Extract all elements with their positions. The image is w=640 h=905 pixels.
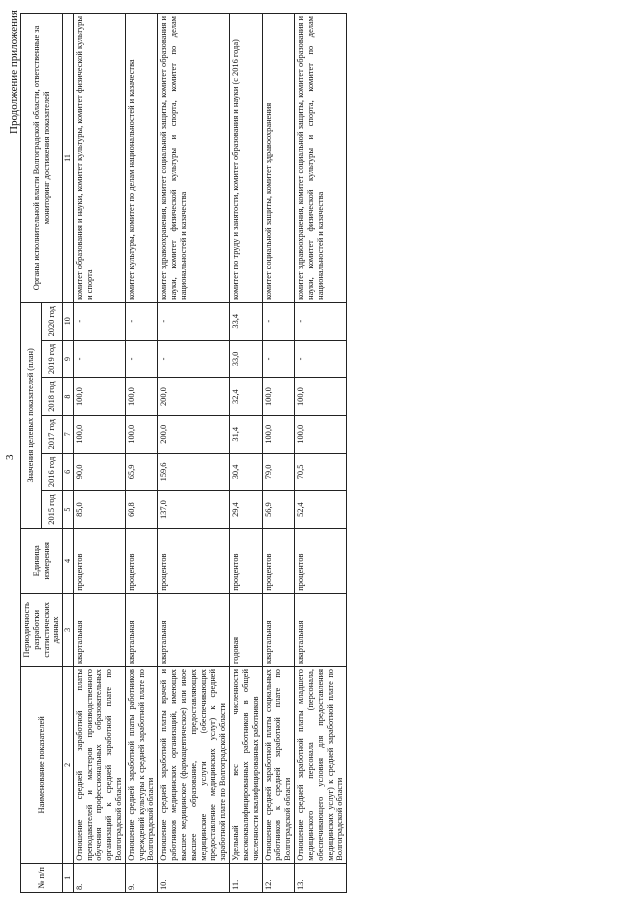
header-year: 2016 год bbox=[42, 453, 63, 491]
indicator-name: Отношение средней заработной платы младшего медицинского персонала (персонала, обеспечивающего условия для предоставления медицинских услуг) к средней заработной плате по Волгоградской области bbox=[295, 667, 347, 864]
value-2017: 200,0 bbox=[158, 415, 230, 453]
indicator-unit: процентов bbox=[230, 528, 262, 593]
column-number: 6 bbox=[63, 453, 73, 491]
column-number: 4 bbox=[63, 528, 73, 593]
header-year: 2019 год bbox=[42, 340, 63, 378]
value-2017: 100,0 bbox=[295, 415, 347, 453]
table-row bbox=[230, 14, 262, 893]
header-name: Наименование показателей bbox=[21, 667, 63, 864]
header-targets: Значения целевых показателей (план) bbox=[21, 302, 42, 528]
value-2016: 90,0 bbox=[73, 453, 125, 491]
value-2020: - bbox=[158, 302, 230, 340]
value-2016: 30,4 bbox=[230, 453, 262, 491]
column-number: 2 bbox=[63, 667, 73, 864]
value-2016: 79,0 bbox=[262, 453, 294, 491]
value-2018: 100,0 bbox=[73, 378, 125, 416]
column-number: 10 bbox=[63, 302, 73, 340]
value-2015: 85,0 bbox=[73, 491, 125, 529]
value-2015: 29,4 bbox=[230, 491, 262, 529]
value-2018: 100,0 bbox=[125, 378, 157, 416]
value-2019: - bbox=[125, 340, 157, 378]
indicators-table bbox=[20, 13, 347, 893]
page-number: 3 bbox=[4, 454, 16, 460]
column-number: 5 bbox=[63, 491, 73, 529]
value-2016: 65,9 bbox=[125, 453, 157, 491]
indicator-name: Удельный вес численности высококвалифицированных работников в общей численности квалифицированных работников bbox=[230, 667, 262, 864]
indicator-period: квартальная bbox=[262, 593, 294, 666]
header-period: Периодичность разработки статистических данных bbox=[21, 593, 63, 666]
value-2016: 70,5 bbox=[295, 453, 347, 491]
value-2017: 31,4 bbox=[230, 415, 262, 453]
responsible-organs: комитет культуры, комитет по делам национальностей и казачества bbox=[125, 14, 157, 303]
indicator-period: годовая bbox=[230, 593, 262, 666]
row-number: 10. bbox=[158, 863, 230, 892]
column-number: 9 bbox=[63, 340, 73, 378]
responsible-organs: комитет социальной защиты, комитет здравоохранения bbox=[262, 14, 294, 303]
value-2019: - bbox=[262, 340, 294, 378]
value-2019: - bbox=[295, 340, 347, 378]
value-2015: 60,8 bbox=[125, 491, 157, 529]
header-unit: Единица измерения bbox=[21, 528, 63, 593]
indicator-period: квартальная bbox=[73, 593, 125, 666]
value-2018: 100,0 bbox=[262, 378, 294, 416]
value-2017: 100,0 bbox=[262, 415, 294, 453]
value-2020: - bbox=[73, 302, 125, 340]
indicator-unit: процентов bbox=[262, 528, 294, 593]
value-2018: 100,0 bbox=[295, 378, 347, 416]
row-number: 12. bbox=[262, 863, 294, 892]
indicator-name: Отношение средней заработной платы социальных работников к средней заработной плате по Волгоградской области bbox=[262, 667, 294, 864]
indicator-name: Отношение средней заработной платы преподавателей и мастеров производственного обучения профессиональных образовательных организаций к средней заработной плате по Волгоградской области bbox=[73, 667, 125, 864]
value-2017: 100,0 bbox=[125, 415, 157, 453]
indicator-unit: процентов bbox=[125, 528, 157, 593]
header-organs: Органы исполнительной власти Волгоградской области, ответственные за мониторинг достижения показателей bbox=[21, 14, 63, 303]
indicator-unit: процентов bbox=[73, 528, 125, 593]
value-2015: 137,0 bbox=[158, 491, 230, 529]
responsible-organs: комитет образования и науки, комитет культуры, комитет физической культуры и спорта bbox=[73, 14, 125, 303]
continuation-note: Продолжение приложения bbox=[8, 10, 20, 134]
indicator-period: квартальная bbox=[295, 593, 347, 666]
value-2019: - bbox=[73, 340, 125, 378]
column-number: 7 bbox=[63, 415, 73, 453]
value-2020: 33,4 bbox=[230, 302, 262, 340]
value-2015: 52,4 bbox=[295, 491, 347, 529]
value-2019: - bbox=[158, 340, 230, 378]
table-row bbox=[262, 14, 294, 893]
value-2018: 32,4 bbox=[230, 378, 262, 416]
value-2018: 200,0 bbox=[158, 378, 230, 416]
header-year: 2015 год bbox=[42, 491, 63, 529]
table-row bbox=[125, 14, 157, 893]
header-no: № п/п bbox=[21, 863, 63, 892]
value-2020: - bbox=[125, 302, 157, 340]
column-number: 11 bbox=[63, 14, 73, 303]
value-2019: 33,0 bbox=[230, 340, 262, 378]
column-number: 8 bbox=[63, 378, 73, 416]
value-2016: 159,6 bbox=[158, 453, 230, 491]
indicator-unit: процентов bbox=[158, 528, 230, 593]
column-number: 1 bbox=[63, 863, 73, 892]
header-year: 2018 год bbox=[42, 378, 63, 416]
indicator-unit: процентов bbox=[295, 528, 347, 593]
responsible-organs: комитет по труду и занятости, комитет образования и науки (с 2016 года) bbox=[230, 14, 262, 303]
value-2020: - bbox=[295, 302, 347, 340]
value-2017: 100,0 bbox=[73, 415, 125, 453]
responsible-organs: комитет здравоохранения, комитет социальной защиты, комитет образования и науки, комитет физической культуры и спорта, комитет по делам национальностей и казачества bbox=[295, 14, 347, 303]
table-row bbox=[158, 14, 230, 893]
responsible-organs: комитет здравоохранения, комитет социальной защиты, комитет образования и науки, комитет физической культуры и спорта, комитет по делам национальностей и казачества bbox=[158, 14, 230, 303]
table-row bbox=[73, 14, 125, 893]
indicator-name: Отношение средней заработной платы работников учреждений культуры к средней заработной плате по Волгоградской области bbox=[125, 667, 157, 864]
row-number: 8. bbox=[73, 863, 125, 892]
table-row bbox=[295, 14, 347, 893]
header-year: 2020 год bbox=[42, 302, 63, 340]
row-number: 13. bbox=[295, 863, 347, 892]
indicator-period: квартальная bbox=[125, 593, 157, 666]
row-number: 9. bbox=[125, 863, 157, 892]
indicator-name: Отношение средней заработной платы врачей и работников медицинских организаций, имеющих высшее медицинское (фармацевтическое) или иное высшее образование, предоставляющих медицинские услуги (обеспечивающих предоставление медицинских услуг) к средней заработной плате по Волгоградской области bbox=[158, 667, 230, 864]
column-number: 3 bbox=[63, 593, 73, 666]
header-year: 2017 год bbox=[42, 415, 63, 453]
column-number-row bbox=[63, 14, 73, 893]
value-2015: 56,9 bbox=[262, 491, 294, 529]
value-2020: - bbox=[262, 302, 294, 340]
indicator-period: квартальная bbox=[158, 593, 230, 666]
row-number: 11. bbox=[230, 863, 262, 892]
